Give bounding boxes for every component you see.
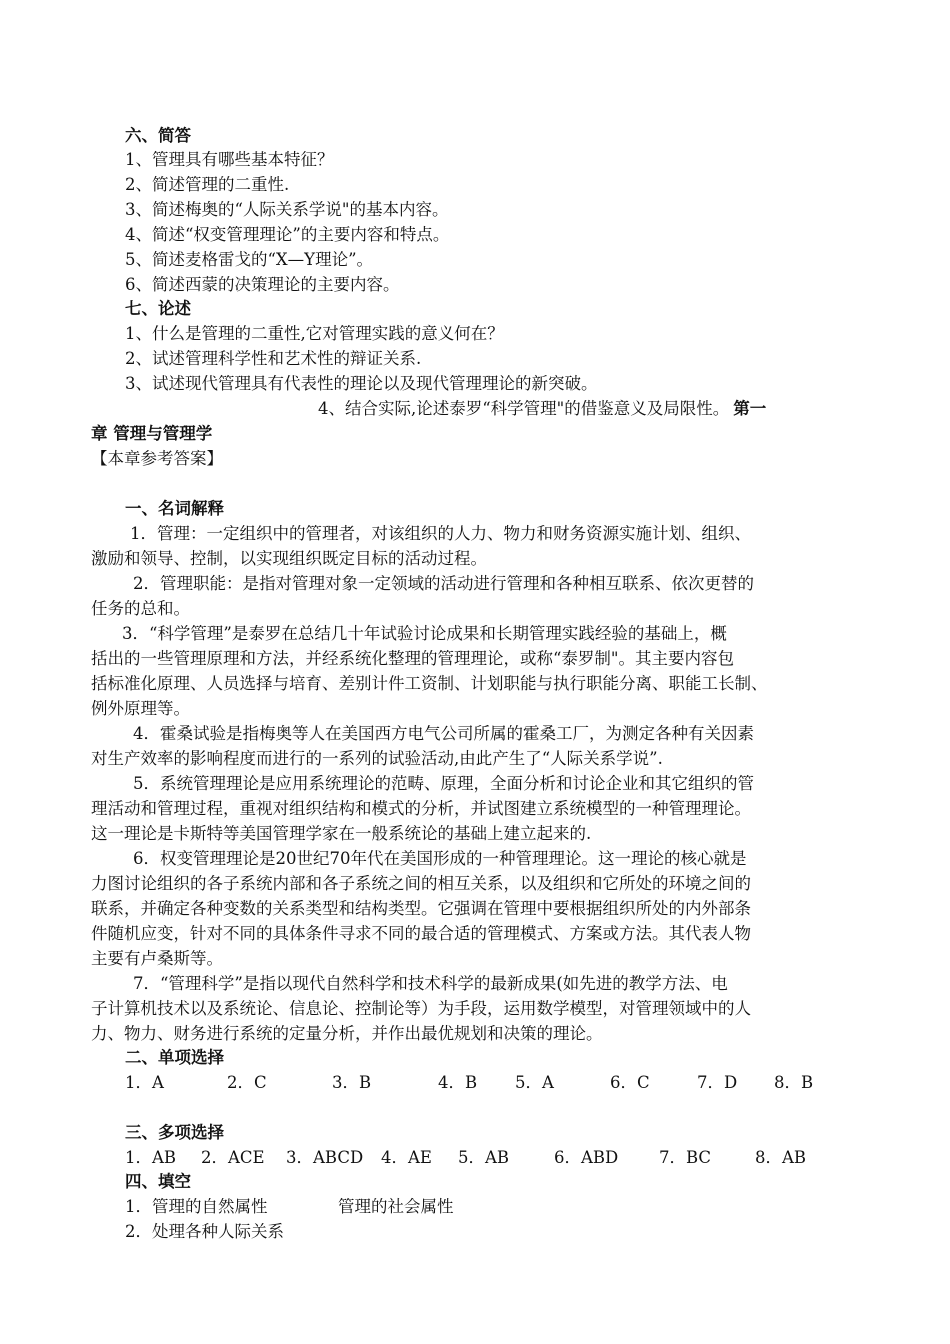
definition-line-5: 3．“科学管理”是泰罗在总结几十年试验讨论成果和长期管理实践经验的基础上，概 xyxy=(122,624,727,643)
essay-item-4-text: 4、结合实际,论述泰罗“科学管理"的借鉴意义及局限性。 xyxy=(318,399,730,418)
short-answer-item-3: 3、简述梅奥的“人际关系学说"的基本内容。 xyxy=(125,200,449,219)
definition-line-7: 括标准化原理、人员选择与培育、差别计件工资制、计划职能与执行职能分离、职能工长制、 xyxy=(91,674,768,693)
section-heading-fill-blank: 四、填空 xyxy=(125,1172,191,1191)
definition-line-16: 联系，并确定各种变数的关系类型和结构类型。它强调在管理中要根据组织所处的内外部条 xyxy=(91,899,751,918)
multiple-choice-answer: 2．ACE xyxy=(201,1148,265,1167)
single-choice-answer: 7．D xyxy=(697,1073,738,1092)
single-choice-answer: 5．A xyxy=(515,1073,554,1092)
multiple-choice-answers xyxy=(125,1146,806,1170)
short-answer-item-4: 4、简述“权变管理理论”的主要内容和特点。 xyxy=(125,225,450,244)
single-choice-answer: 8．B xyxy=(774,1073,814,1092)
definition-line-21: 力、物力、财务进行系统的定量分析，并作出最优规划和决策的理论。 xyxy=(91,1024,603,1043)
essay-item-3: 3、试述现代管理具有代表性的理论以及现代管理理论的新突破。 xyxy=(125,374,598,393)
definition-line-20: 子计算机技术以及系统论、信息论、控制论等）为手段，运用数学模型，对管理领域中的人 xyxy=(91,999,751,1018)
multiple-choice-answer: 4．AE xyxy=(381,1148,432,1167)
short-answer-item-1: 1、管理具有哪些基本特征？ xyxy=(125,150,334,169)
definition-line-1: 1．管理：一定组织中的管理者，对该组织的人力、物力和财务资源实施计划、组织、 xyxy=(130,524,751,543)
multiple-choice-answer: 1．AB xyxy=(125,1148,177,1167)
fill-blank-item-1b: 管理的社会属性 xyxy=(338,1197,454,1216)
multiple-choice-answer: 7．BC xyxy=(659,1148,712,1167)
definition-line-8: 例外原理等。 xyxy=(91,699,190,718)
fill-blank-item-2: 2．处理各种人际关系 xyxy=(125,1222,284,1241)
definition-line-12: 理活动和管理过程，重视对组织结构和模式的分析，并试图建立系统模型的一种管理理论。 xyxy=(91,799,751,818)
definition-line-10: 对生产效率的影响程度而进行的一系列的试验活动,由此产生了“人际关系学说”. xyxy=(91,749,663,768)
definition-line-6: 括出的一些管理原理和方法，并经系统化整理的管理理论，或称“泰罗制"。其主要内容包 xyxy=(91,649,735,668)
section-heading-short-answer: 六、简答 xyxy=(125,126,191,145)
chapter-title-part2: 章 管理与管理学 xyxy=(91,424,213,443)
definition-line-18: 主要有卢桑斯等。 xyxy=(91,949,223,968)
definition-line-14: 6．权变管理理论是20世纪70年代在美国形成的一种管理理论。这一理论的核心就是 xyxy=(133,849,747,868)
essay-item-1: 1、什么是管理的二重性,它对管理实践的意义何在？ xyxy=(125,324,504,343)
multiple-choice-answer: 3．ABCD xyxy=(286,1148,364,1167)
fill-blank-item-1a: 1．管理的自然属性 xyxy=(125,1197,268,1216)
section-heading-essay: 七、论述 xyxy=(125,299,191,318)
single-choice-answer: 2．C xyxy=(227,1073,267,1092)
single-choice-answer: 1．A xyxy=(125,1073,164,1092)
essay-item-4 xyxy=(318,397,766,421)
short-answer-item-2: 2、简述管理的二重性. xyxy=(125,175,290,194)
definition-line-11: 5．系统管理理论是应用系统理论的范畴、原理，全面分析和讨论企业和其它组织的管 xyxy=(133,774,754,793)
multiple-choice-answer: 5．AB xyxy=(458,1148,510,1167)
chapter-title-part1: 第一 xyxy=(733,399,767,418)
essay-item-2: 2、试述管理科学性和艺术性的辩证关系. xyxy=(125,349,422,368)
definition-line-4: 任务的总和。 xyxy=(91,599,190,618)
definition-line-17: 件随机应变，针对不同的具体条件寻求不同的最合适的管理模式、方案或方法。其代表人物 xyxy=(91,924,751,943)
multiple-choice-answer: 8．AB xyxy=(755,1148,807,1167)
section-heading-single-choice: 二、单项选择 xyxy=(125,1048,224,1067)
short-answer-item-6: 6、简述西蒙的决策理论的主要内容。 xyxy=(125,275,400,294)
definition-line-3: 2．管理职能：是指对管理对象一定领域的活动进行管理和各种相互联系、依次更替的 xyxy=(133,574,754,593)
definition-line-2: 激励和领导、控制，以实现组织既定目标的活动过程。 xyxy=(91,549,487,568)
single-choice-answer: 4．B xyxy=(438,1073,478,1092)
multiple-choice-answer: 6．ABD xyxy=(554,1148,619,1167)
single-choice-answer: 6．C xyxy=(610,1073,650,1092)
section-heading-multiple-choice: 三、多项选择 xyxy=(125,1123,224,1142)
definition-line-15: 力图讨论组织的各子系统内部和各子系统之间的相互关系，以及组织和它所处的环境之间的 xyxy=(91,874,751,893)
definition-line-9: 4．霍桑试验是指梅奥等人在美国西方电气公司所属的霍桑工厂，为测定各种有关因素 xyxy=(133,724,754,743)
short-answer-item-5: 5、简述麦格雷戈的“X—Y理论”。 xyxy=(125,250,374,269)
definition-line-19: 7．“管理科学”是指以现代自然科学和技术科学的最新成果(如先进的教学方法、电 xyxy=(133,974,728,993)
definition-line-13: 这一理论是卡斯特等美国管理学家在一般系统论的基础上建立起来的. xyxy=(91,824,592,843)
section-heading-definitions: 一、名词解释 xyxy=(125,499,224,518)
answers-label: 【本章参考答案】 xyxy=(91,449,223,468)
single-choice-answers xyxy=(125,1071,813,1095)
single-choice-answer: 3．B xyxy=(332,1073,372,1092)
